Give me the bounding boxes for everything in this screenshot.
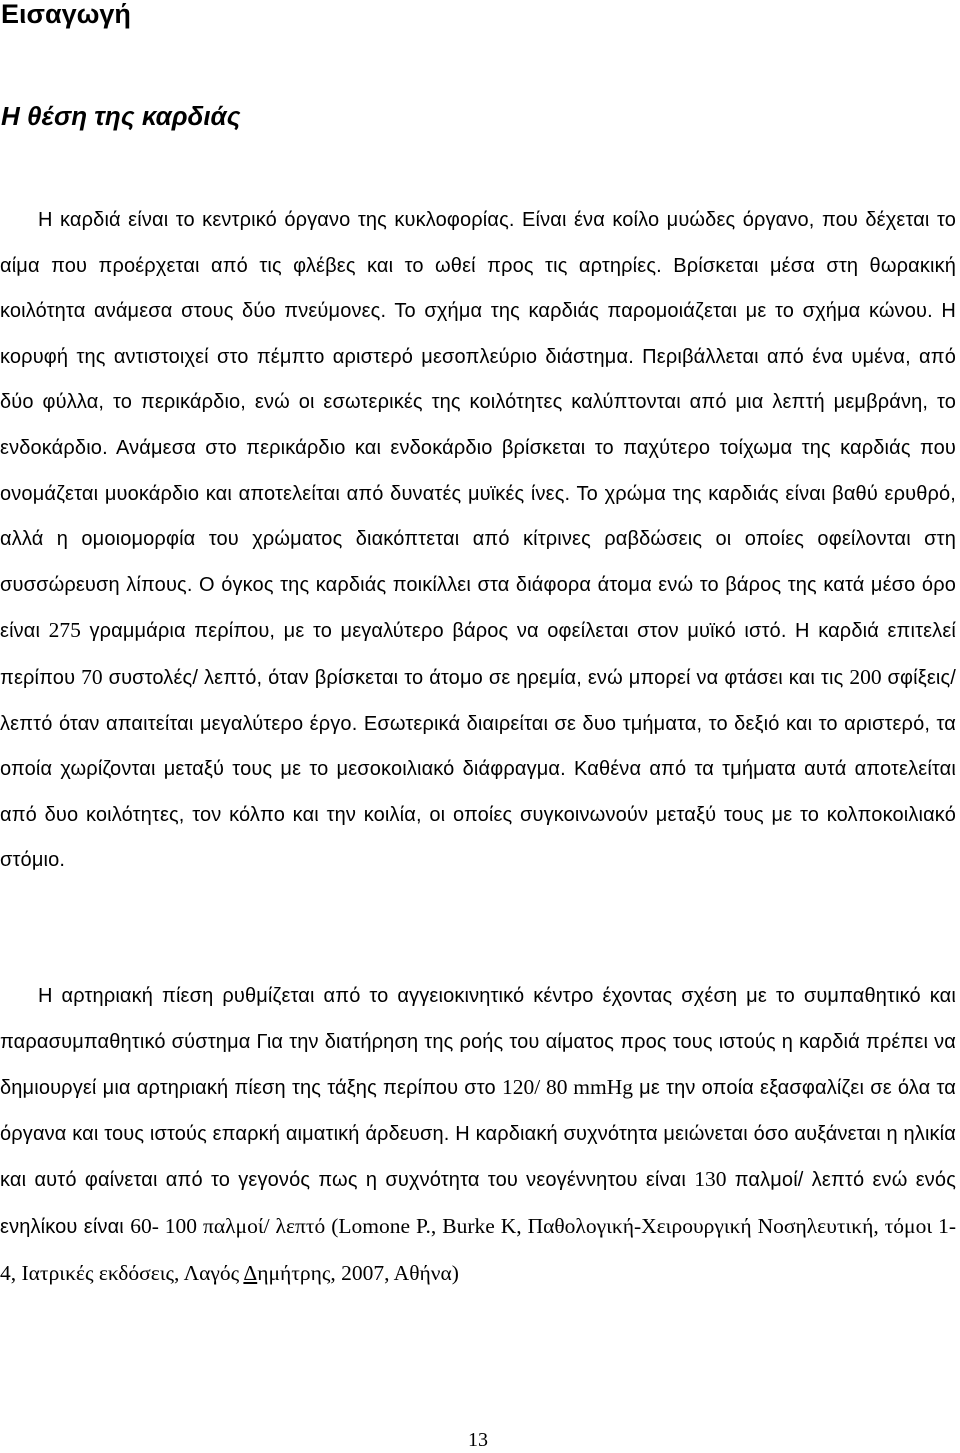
paragraph-text: σφίξεις/ λεπτό όταν απαιτείται μεγαλύτερο έργο. Εσωτερικά διαιρείται σε δυο τμήματα, το δεξιό και το αριστερό, τα οποία χωρίζονται μεταξύ τους με το μεσοκοιλιακό διάφραγμα. Καθένα από τα τμήματα αυτά αποτελείται από δυο κοιλότητες, τον κόλπο και την κοιλία, οι οποίες συγκοινωνούν μεταξύ τους με το κολποκοιλιακό στόμιο. xyxy=(0,666,956,872)
max-rate-value: 200 xyxy=(849,664,882,689)
blood-pressure-value: 120/ 80 mmHg xyxy=(501,1075,634,1100)
body-paragraph-heart-anatomy xyxy=(0,198,956,884)
paragraph-text: συστολές/ λεπτό, όταν βρίσκεται το άτομο σε ηρεμία, ενώ μπορεί να φτάσει και τις xyxy=(102,666,850,689)
newborn-rate-value: 130 xyxy=(694,1167,727,1192)
paragraph-text: Η αρτηριακή πίεση ρυθμίζεται από το αγγειοκινητικό κέντρο έχοντας σχέση με το συμπαθητικό και παρασυμπαθητικό σύστημα Για την διατήρηση της ροής του αίματος προς τους ιστούς η καρδιά πρέπει να δημιουργεί μια αρτηριακή πίεση της τάξης περίπου στο xyxy=(0,985,956,1100)
paragraph-text: παλμοί/ λεπτό ενώ ενός ενηλίκου είναι xyxy=(0,1169,956,1238)
page-number: 13 xyxy=(468,1429,488,1451)
paragraph-text: γραμμάρια περίπου, με το μεγαλύτερο βάρος να οφείλεται στον μυϊκό ιστό. Η καρδιά επιτελεί περίπου xyxy=(0,620,956,689)
citation-underlined-letter: Δ xyxy=(243,1260,258,1285)
paragraph-text: Η καρδιά είναι το κεντρικό όργανο της κυκλοφορίας. Είναι ένα κοίλο μυώδες όργανο, που δέχεται το αίμα που προέρχεται από τις φλέβες και το ωθεί προς τις αρτηρίες. Βρίσκεται μέσα στη θωρακική κοιλότητα ανάμεσα στους δύο πνεύμονες. Το σχήμα της καρδιάς παρομοιάζεται με το σχήμα κώνου. Η κορυφή της αντιστοιχεί στο πέμπτο αριστερό μεσοπλεύριο διάστημα. Περιβάλλεται από ένα υμένα, από δύο φύλλα, το περικάρδιο, ενώ οι εσωτερικές της κοιλότητες καλύπτονται από μια λεπτή μεμβράνη, το ενδοκάρδιο. Ανάμεσα στο περικάρδιο και ενδοκάρδιο βρίσκεται το παχύτερο τοίχωμα της καρδιάς που ονομάζεται μυοκάρδιο και αποτελείται από δυνατές μυϊκές ίνες. Το χρώμα της καρδιάς είναι βαθύ ερυθρό, αλλά η ομοιομορφία του χρώματος διακόπτεται από κίτρινες ραβδώσεις οι οποίες οφείλονται στη συσσώρευση λίπους. Ο όγκος της καρδιάς ποικίλλει στα διάφορα άτομα ενώ το βάρος της κατά μέσο όρο είναι xyxy=(0,209,956,643)
citation-text: 60- 100 παλμοί/ λεπτό (Lomone P., Burke K, Παθολογική-Χειρουργική Νοσηλευτική, τόμοι 1-4, Ιατρικές εκδόσεις, Λαγός xyxy=(0,1213,956,1285)
body-paragraph-blood-pressure xyxy=(0,974,956,1297)
resting-rate-value: 70 xyxy=(81,664,103,689)
heart-weight-value: 275 xyxy=(48,618,81,643)
chapter-title: Εισαγωγή xyxy=(1,0,131,29)
paragraph-text: με την οποία εξασφαλίζει σε όλα τα όργανα και τους ιστούς επαρκή αιματική άρδευση. Η καρδιακή συχνότητα μειώνεται όσο αυξάνεται η ηλικία και αυτό φαίνεται από το γεγονός πως η συχνότητα του νεογέννητου είναι xyxy=(0,1077,956,1192)
citation-text-end: ημήτρης, 2007, Αθήνα) xyxy=(257,1260,459,1285)
section-title: Η θέση της καρδιάς xyxy=(1,101,241,131)
